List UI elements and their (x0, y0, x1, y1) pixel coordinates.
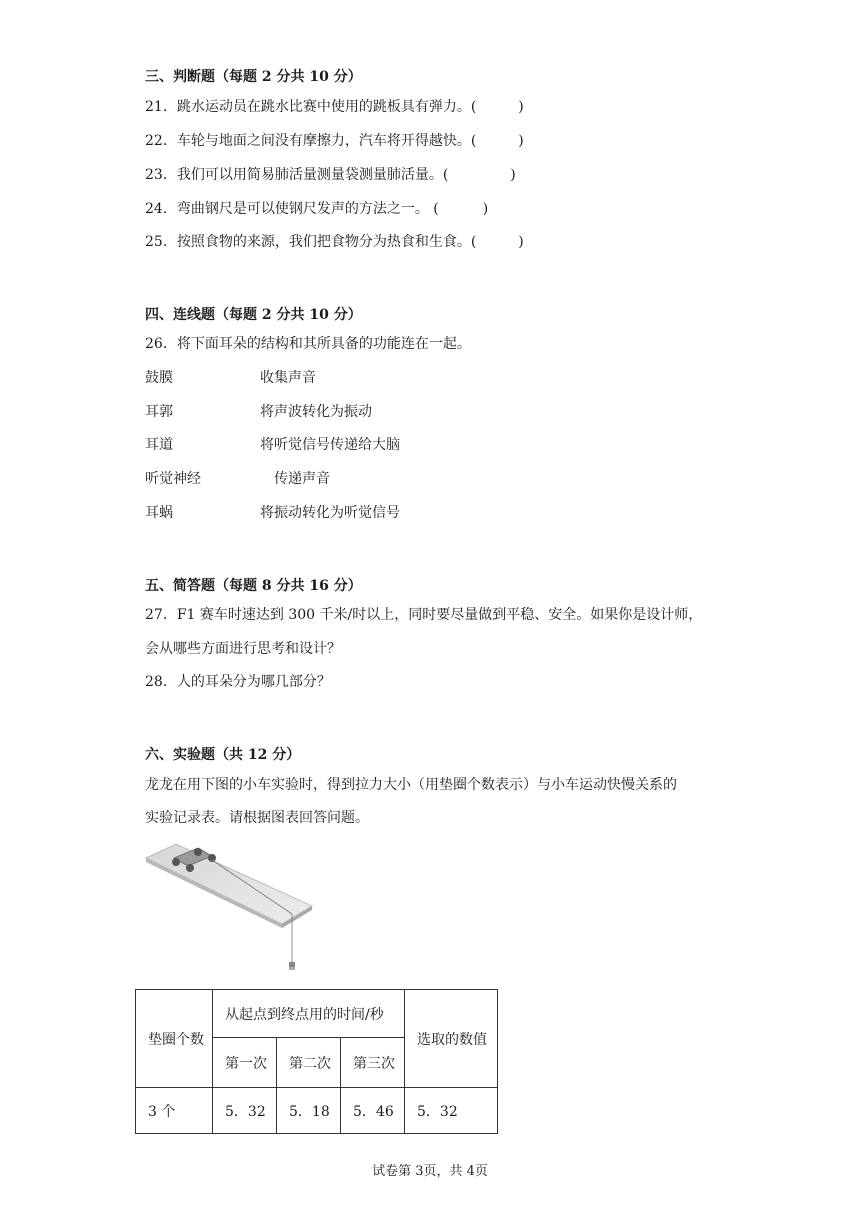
question-21-text: 21．跳水运动员在跳水比赛中使用的跳板具有弹力。( (145, 99, 477, 115)
question-23 (145, 164, 516, 184)
question-24 (145, 198, 488, 218)
section-4-title: 四、连线题（每题 2 分共 10 分） (145, 307, 362, 323)
match-left-item: 鼓膜 (145, 370, 173, 386)
experiment-intro-line-2: 实验记录表。请根据图表回答问题。 (145, 810, 369, 826)
experiment-record-table (135, 989, 498, 1134)
match-right-item: 传递声音 (274, 471, 330, 487)
header-third: 第三次 (341, 1038, 405, 1088)
header-time: 从起点到终点用的时间/秒 (213, 990, 405, 1038)
match-right-item: 将听觉信号传递给大脑 (260, 437, 400, 453)
cell-second: 5．18 (277, 1088, 341, 1134)
experiment-intro-line-1: 龙龙在用下图的小车实验时，得到拉力大小（用垫圈个数表示）与小车运动快慢关系的 (145, 777, 677, 793)
table-row (136, 1088, 498, 1134)
question-22-close: ) (518, 133, 524, 149)
question-22 (145, 130, 524, 150)
section-3-title: 三、判断题（每题 2 分共 10 分） (145, 69, 362, 85)
question-25 (145, 231, 524, 251)
header-first: 第一次 (213, 1038, 277, 1088)
question-28: 28．人的耳朵分为哪几部分？ (145, 674, 331, 690)
question-26: 26．将下面耳朵的结构和其所具备的功能连在一起。 (145, 336, 471, 352)
washer-weight-icon (289, 962, 295, 970)
header-second: 第二次 (277, 1038, 341, 1088)
question-23-close: ) (510, 167, 516, 183)
section-6-title: 六、实验题（共 12 分） (145, 747, 301, 763)
header-selected: 选取的数值 (405, 990, 498, 1088)
cell-first: 5．32 (213, 1088, 277, 1134)
question-27-line-1: 27．F1 赛车时速达到 300 千米/时以上，同时要尽量做到平稳、安全。如果你是设计师， (145, 607, 703, 623)
match-right-item: 收集声音 (260, 370, 316, 386)
match-left-item: 耳郭 (145, 404, 173, 420)
question-24-close: ) (482, 201, 489, 217)
cart-experiment-figure (140, 836, 320, 980)
question-27-line-2: 会从哪些方面进行思考和设计？ (145, 641, 341, 657)
question-25-text: 25．按照食物的来源，我们把食物分为热食和生食。( (145, 234, 477, 250)
match-right-item: 将声波转化为振动 (260, 404, 372, 420)
match-left-item: 耳蜗 (145, 505, 173, 521)
match-left-item: 听觉神经 (145, 471, 201, 487)
cell-third: 5．46 (341, 1088, 405, 1134)
question-24-text: 24．弯曲钢尺是可以使钢尺发声的方法之一。 ( (145, 201, 439, 217)
match-right-item: 将振动转化为听觉信号 (260, 505, 400, 521)
cell-washers: 3 个 (136, 1088, 213, 1134)
question-23-text: 23．我们可以用简易肺活量测量袋测量肺活量。( (145, 167, 449, 183)
question-21-close: ) (518, 99, 524, 115)
header-washers: 垫圈个数 (136, 990, 213, 1088)
question-25-close: ) (518, 234, 524, 250)
page-footer: 试卷第 3页，共 4页 (372, 1164, 488, 1179)
question-21 (145, 96, 524, 116)
question-22-text: 22．车轮与地面之间没有摩擦力，汽车将开得越快。( (145, 133, 477, 149)
cell-selected: 5．32 (405, 1088, 498, 1134)
match-left-item: 耳道 (145, 437, 173, 453)
board-surface (146, 844, 312, 924)
section-5-title: 五、简答题（每题 8 分共 16 分） (145, 578, 362, 594)
